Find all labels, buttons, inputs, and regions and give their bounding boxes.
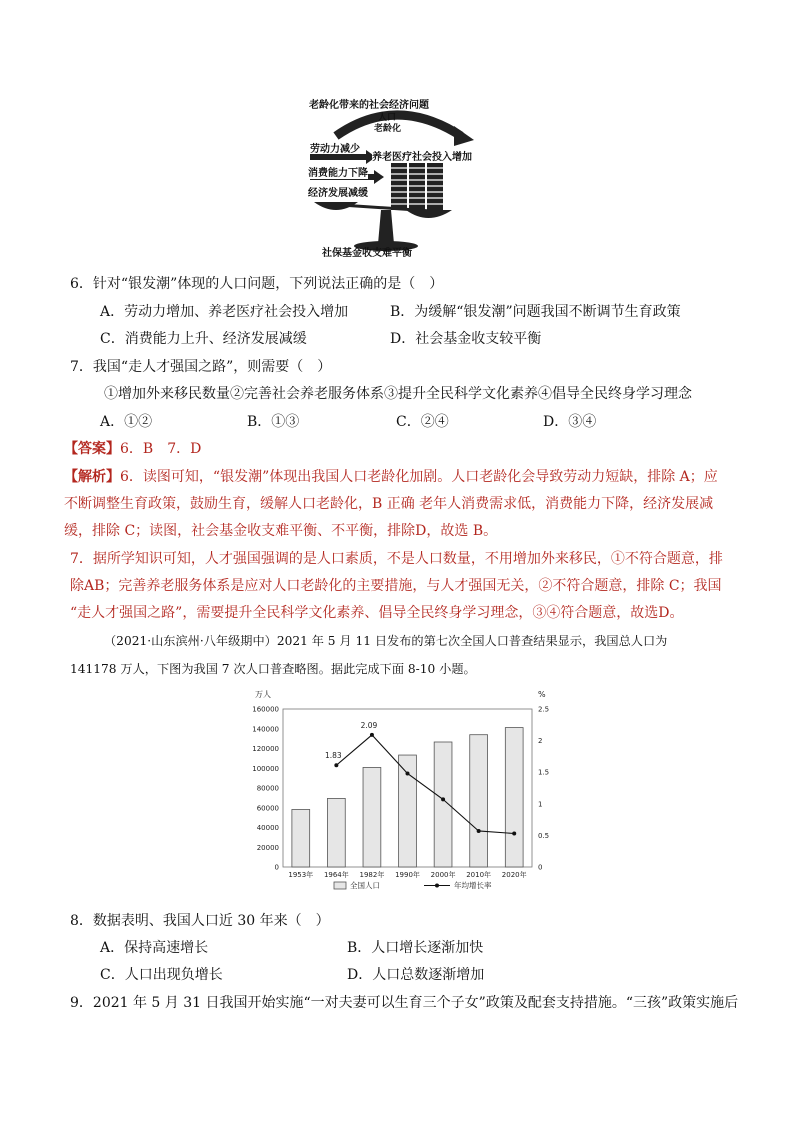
growth-data-label: 2.09 (360, 720, 378, 730)
population-bar (292, 809, 310, 867)
pivot-top-label: 人口 (378, 113, 397, 123)
y-left-tick: 120000 (252, 745, 279, 753)
x-tick-label: 2000年 (430, 871, 456, 879)
balance-figure (296, 94, 496, 260)
analysis-line-6: “走人才强国之路”，需要提升全民科学文化素养、倡导全民终身学习理念，③④符合题意，故选D。 (70, 605, 684, 621)
y-right-tick: 2.5 (538, 705, 550, 714)
q8-option-c: C．人口出现负增长 (100, 967, 223, 983)
y-right-tick: 1 (538, 800, 543, 809)
q7-option-c: C．②④ (396, 414, 449, 430)
q8-option-d: D．人口总数逐渐增加 (347, 967, 485, 983)
legend-bar-label: 全国人口 (350, 881, 380, 890)
answer-label: 【答案】 (64, 441, 120, 457)
y-left-tick: 80000 (256, 784, 279, 793)
analysis-line-3: 缓，排除 C；读图，社会基金收支难平衡、不平衡，排除D，故选 B。 (64, 523, 498, 539)
y-right-tick: 1.5 (538, 768, 550, 777)
x-tick-label: 1982年 (359, 871, 385, 879)
y-left-tick: 160000 (252, 705, 279, 714)
census-chart (238, 688, 562, 900)
y-left-tick: 0 (274, 863, 279, 872)
y-left-tick: 20000 (256, 843, 279, 852)
y-left-tick: 60000 (256, 804, 279, 813)
growth-rate-point (370, 733, 374, 737)
q8-option-a: A．保持高速增长 (100, 940, 209, 956)
q7-stem: 7．我国“走人才强国之路”，则需要（ ） (70, 359, 332, 375)
legend-bar-swatch (334, 882, 346, 889)
analysis-line-1 (64, 467, 718, 487)
legend-line-label: 年均增长率 (454, 881, 492, 890)
census-chart-svg (238, 688, 562, 900)
y-right-tick: 0.5 (538, 831, 550, 840)
left-item-1: 劳动力减少 (310, 144, 360, 155)
answer-line (64, 439, 201, 459)
q7-choices: ①增加外来移民数量②完善社会养老服务体系③提升全民科学文化素养④倡导全民终身学习理念 (104, 386, 692, 402)
analysis-line-4: 7．据所学知识可知，人才强国强调的是人口素质，不是人口数量，不用增加外来移民，①不符合题意，排 (70, 551, 723, 567)
balance-title: 老龄化带来的社会经济问题 (309, 100, 429, 111)
intro-line-2: 141178 万人，下图为我国 7 次人口普查略图。据此完成下面 8-10 小题。 (70, 662, 476, 676)
x-tick-label: 1953年 (288, 871, 314, 879)
y-right-unit: % (538, 690, 546, 699)
population-bar (505, 728, 523, 867)
q8-stem: 8．数据表明、我国人口近 30 年来（ ） (70, 913, 330, 929)
answer-text: 6．B 7．D (120, 441, 202, 457)
growth-rate-point (441, 797, 445, 801)
pivot-bottom-label: 老龄化 (374, 124, 402, 134)
growth-rate-point (477, 829, 481, 833)
q9-stem: 9．2021 年 5 月 31 日我国开始实施“一对夫妻可以生育三个子女”政策及配套支持措施。“三孩”政策实施后 (70, 995, 739, 1011)
x-tick-label: 2010年 (466, 871, 492, 879)
left-item-2: 消费能力下降 (308, 164, 368, 179)
q6-stem: 6．针对“银发潮”体现的人口问题，下列说法正确的是（ ） (70, 276, 444, 292)
q7-option-a: A．①② (100, 414, 153, 430)
intro-line-1: （2021·山东滨州·八年级期中）2021 年 5 月 11 日发布的第七次全国人口普查结果显示，我国总人口为 (104, 634, 668, 648)
q7-option-d: D．③④ (543, 414, 597, 430)
y-left-tick: 140000 (252, 725, 279, 734)
growth-data-label: 1.83 (325, 751, 342, 761)
y-left-unit: 万人 (255, 690, 271, 699)
growth-rate-point (512, 832, 516, 836)
analysis-text-1: 6．读图可知，“银发潮”体现出我国人口老龄化加剧。人口老龄化会导致劳动力短缺，排除 A；应 (120, 469, 718, 485)
population-bar (363, 767, 381, 867)
x-tick-label: 2020年 (501, 871, 527, 879)
analysis-label: 【解析】 (64, 469, 120, 485)
q6-option-d: D．社会基金收支较平衡 (390, 331, 542, 347)
legend-line-marker (435, 884, 439, 888)
y-left-tick: 100000 (252, 764, 279, 773)
population-bar (327, 798, 345, 867)
y-left-tick: 40000 (256, 824, 279, 832)
growth-rate-point (334, 763, 338, 767)
analysis-line-2: 不断调整生育政策，鼓励生育，缓解人口老龄化，B 正确 老年人消费需求低，消费能力下降，经济发展减 (64, 496, 714, 512)
analysis-line-5: 除AB；完善养老服务体系是应对人口老龄化的主要措施，与人才强国无关，②不符合题意，排除 C；我国 (70, 578, 722, 594)
q7-option-b: B．①③ (247, 414, 300, 430)
x-tick-label: 1990年 (395, 871, 420, 879)
left-item-3: 经济发展减缓 (308, 184, 368, 199)
q6-option-c: C．消费能力上升、经济发展减缓 (100, 331, 307, 347)
base-label: 社保基金收支难平衡 (322, 248, 412, 259)
x-tick-label: 1964年 (323, 871, 349, 879)
y-right-tick: 2 (538, 737, 543, 746)
population-bar (470, 735, 488, 867)
right-item: 养老医疗社会投入增加 (372, 148, 472, 163)
growth-rate-point (406, 771, 410, 775)
q8-option-b: B．人口增长逐渐加快 (347, 940, 484, 956)
q6-option-a: A．劳动力增加、养老医疗社会投入增加 (100, 304, 349, 320)
q6-option-b: B．为缓解“银发潮”问题我国不断调节生育政策 (390, 304, 681, 320)
y-right-tick: 0 (538, 863, 543, 872)
